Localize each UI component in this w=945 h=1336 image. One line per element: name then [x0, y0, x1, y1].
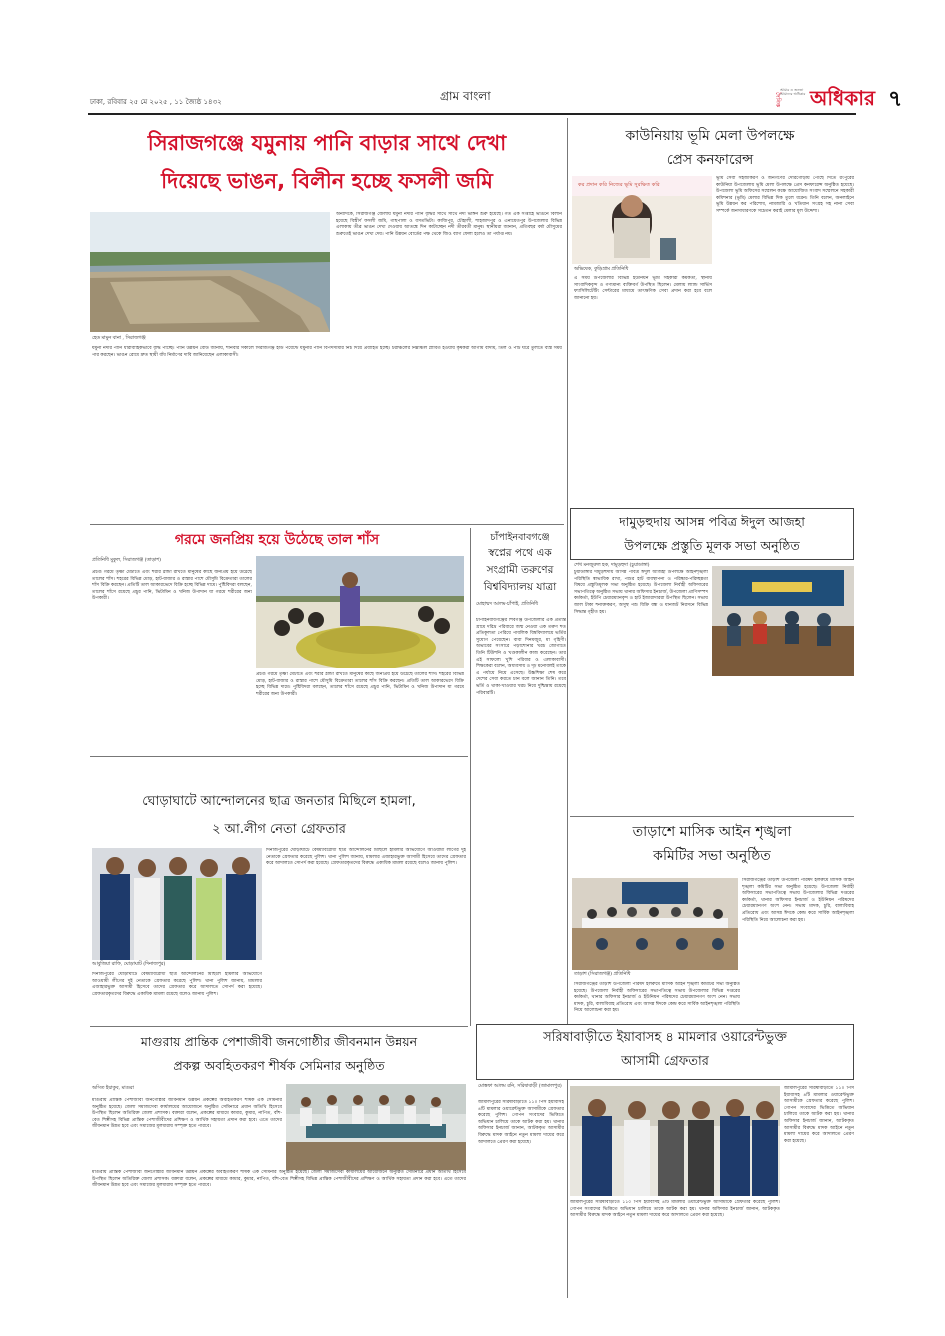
rule-tarash-top: [570, 816, 854, 817]
body-taal-2: প্রচণ্ড গরমে তৃষ্ণা মেটাতে এবং শরীর ঠান্ডা রাখতে মানুষের কাছে জনপ্রিয় হয়ে উঠেছে তালের শাঁস। শহরের বিভিন্ন মোড়, হাট-বাজার ও রাস্তার পাশে মৌসুমি বিক্রেতারা তালের শাঁস বিক্রি করছেন। প্রতিটি তাল আকারভেদে বিক্রি হচ্ছে বিভিন্ন দামে। পুষ্টিবিদরা বলছেন, তালের শাঁসে রয়েছে প্রচুর পানি, ভিটামিন ও খনিজ উপাদান যা গরমে শরীরের জন্য উপকারী।: [256, 672, 464, 697]
photo-sarishabari-arrest: [570, 1086, 780, 1196]
headline-magura-2: প্রকল্প অবহিতকরণ শীর্ষক সেমিনার অনুষ্ঠিত: [173, 1058, 385, 1073]
photo-damurhuda-meeting: [712, 566, 854, 676]
rule-ghoraghat-top: [90, 756, 468, 757]
body-kaunia-b: এ সময় উপজেলার বিভিন্ন ইউনিয়ন ভূমি সহকারী কর্মকর্তা, স্থানীয় সাংবাদিকবৃন্দ ও গণ্যমান্য ব্যক্তিবর্গ উপস্থিত ছিলেন। মেলায় ল্যান্ড সার্ভিস ফ্যাসিলিটেটিং সেন্টারের মাধ্যমে তাৎক্ষণিক সেবা প্রদান করা হবে বলে জানানো হয়।: [574, 276, 712, 301]
logo-small: দৈনিক: [774, 92, 781, 108]
caption-ghoraghat: আবুজিয়া রাফি, ঘোড়াঘাট (দিনাজপুর): [92, 962, 166, 967]
page-number: ৭: [888, 87, 903, 112]
masthead-rule: [88, 113, 856, 115]
body-sirajganj-a: অন্যদিকে, সিরাজগঞ্জ জেলায় যমুনা নদীর পানি বৃদ্ধির সাথে সাথে নদী ভাঙ্গন শুরু হয়েছে। গত এক সপ্তাহে ভাঙনে বিলীন হয়েছে বিস্তীর্ণ ফসলী জমি, গাছপালা ও বসতভিটা। কাজিপুর, চৌহালী, শাহজাদপুর ও এনায়েতপুর উপজেলার বিভিন্ন এলাকায় তীব্র ভাঙন দেখা দেওয়ায় আতঙ্কে দিন কাটাচ্ছেন নদী তীরবর্তী মানুষ। স্থানীয়রা জানান, প্রতিবছর বর্ষা মৌসুমের শুরুতেই ভাঙন দেখা দেয়। পানি উন্নয়ন বোর্ডের পক্ষ থেকে জিও ব্যাগ ফেলা হলেও তা পর্যাপ্ত নয়।: [336, 212, 562, 237]
headline-damurhuda-2: উপলক্ষে প্রস্তুতি মূলক সভা অনুষ্ঠিত: [624, 538, 800, 553]
photo-palm-fruits: [256, 556, 464, 668]
body-sarishabari-3: জামালপুরের সরিষাবাড়ীতে ১১০ পিস ইয়াবাসহ ৪টি মামলার ওয়ারেন্টভুক্ত আসামীকে গ্রেফতার করেছে পুলিশ। গোপন সংবাদের ভিত্তিতে অভিযান চালিয়ে তাকে আটক করা হয়। থানার অফিসার ইনচার্জ জানান, আটককৃত আসামীর বিরুদ্ধে মাদক আইনে নতুন মামলা দায়ের করে আদালতে প্রেরণ করা হয়েছে।: [784, 1086, 854, 1144]
body-sarishabari: জামালপুরের সরিষাবাড়ীতে ১১০ পিস ইয়াবাসহ ৪টি মামলার ওয়ারেন্টভুক্ত আসামীকে গ্রেফতার করেছে পুলিশ। গোপন সংবাদের ভিত্তিতে অভিযান চালিয়ে তাকে আটক করা হয়। থানার অফিসার ইনচার্জ জানান, আটককৃত আসামীর বিরুদ্ধে মাদক আইনে নতুন মামলা দায়ের করে আদালতে প্রেরণ করা হয়েছে।: [478, 1100, 564, 1145]
body-sarishabari-2: জামালপুরের সরিষাবাড়ীতে ১১০ পিস ইয়াবাসহ ৪টি মামলার ওয়ারেন্টভুক্ত আসামীকে গ্রেফতার করেছে পুলিশ। গোপন সংবাদের ভিত্তিতে অভিযান চালিয়ে তাকে আটক করা হয়। থানার অফিসার ইনচার্জ জানান, আটককৃত আসামীর বিরুদ্ধে মাদক আইনে নতুন মামলা দায়ের করে আদালতে প্রেরণ করা হয়েছে।: [570, 1200, 780, 1219]
logo-main: অধিকার: [810, 86, 876, 110]
caption-damurhuda: শেখ মনজুরুল হক, দামুড়হুদা (চুয়াডাঙ্গা): [574, 563, 650, 568]
headline-sarishabari-1: সরিষাবাড়ীতে ইয়াবাসহ ৪ মামলার ওয়ারেন্টভুক্ত: [543, 1030, 787, 1045]
body-tarash: সিরাজগঞ্জের তাড়াশ উপজেলা পরিষদ হলরুমে মাসিক আইন শৃঙ্খলা কমিটির সভা অনুষ্ঠিত হয়েছে। উপজেলা নির্বাহী অফিসারের সভাপতিত্বে সভায় উপজেলার বিভিন্ন দপ্তরের কর্মকর্তা, থানার অফিসার ইনচার্জ ও ইউনিয়ন পরিষদের চেয়ারম্যানগণ অংশ নেন। সভায় মাদক, চুরি, বাল্যবিবাহ প্রতিরোধ এবং আসন্ন ঈদকে কেন্দ্র করে সার্বিক আইনশৃঙ্খলা পরিস্থিতি নিয়ে আলোচনা করা হয়।: [742, 878, 854, 923]
photo-riverbank-erosion: [90, 212, 330, 332]
body-sirajganj-b: যমুনা নদীর পানি ধারাবাহিকভাবে বৃদ্ধি পাচ্ছে। পানি উন্নয়ন বোর্ড জানায়, শনিবার সকালে সিরাজগঞ্জ হার্ড পয়েন্টে যমুনার পানি বিপদসীমার নিচ দিয়ে প্রবাহিত হচ্ছে। চরাঞ্চলের নিম্নাঞ্চল প্লাবিত হওয়ায় কৃষকরা আগাম বাদাম, তিল ও পাট ঘরে তুলতে ব্যস্ত সময় পার করছেন। ভাঙন রোধে দ্রুত স্থায়ী বাঁধ নির্মাণের দাবি জানিয়েছেন এলাকাবাসী।: [92, 346, 562, 358]
headline-chapai-2: স্বপ্নের পথে এক: [488, 547, 552, 559]
headline-sirajganj-2: দিয়েছে ভাঙন, বিলীন হচ্ছে ফসলী জমি: [161, 169, 493, 193]
headline-tarash-2: কমিটির সভা অনুষ্ঠিত: [653, 848, 771, 864]
column-rule-chapai: [470, 528, 471, 1026]
column-rule-right: [567, 118, 568, 1298]
headline-magura-1: মাগুরায় প্রান্তিক পেশাজীবী জনগোষ্ঠীর জীবনমান উন্নয়ন: [140, 1034, 418, 1049]
headline-kaunia-1: কাউনিয়ায় ভূমি মেলা উপলক্ষে: [625, 128, 795, 144]
caption-sirajganj: হেড মামুন বানা , সিরাজগঞ্জ: [92, 336, 146, 341]
section-title: গ্রাম বাংলা: [440, 89, 491, 103]
body-chapai: চাঁপাইনবাবগঞ্জের শিবগঞ্জ উপজেলার এক প্রত্যন্ত গ্রামে দরিদ্র পরিবারে জন্ম নেওয়া এক তরুণ শত প্রতিকূলতা পেরিয়ে পাবলিক বিশ্ববিদ্যালয়ে ভর্তির সুযোগ পেয়েছেন। বাবা দিনমজুর, মা গৃহিণী। অভাবের সংসারে পড়াশোনার খরচ জোগাতে তিনি টিউশনি ও খণ্ডকালীন কাজ করেছেন। তার এই সাফল্যে খুশি পরিবার ও এলাকাবাসী। শিক্ষকেরা বলেন, অধ্যবসায় ও দৃঢ় মনোবলই তাকে এ পর্যায়ে নিয়ে এসেছে। উচ্চশিক্ষা শেষ করে দেশের সেবা করতে চান বলে জানান তিনি। তবে ভর্তি ও থাকা-খাওয়ার খরচ নিয়ে দুশ্চিন্তায় রয়েছে পরিবারটি।: [476, 618, 566, 696]
body-magura: মাগুরায় প্রান্তিক পেশাজীবী জনগোষ্ঠীর জীবনমান উন্নয়ন প্রকল্পের অবহিতকরণ শীর্ষক এক সেমিনার অনুষ্ঠিত হয়েছে। জেলা সমাজসেবা কার্যালয়ের আয়োজনে অনুষ্ঠিত সেমিনারে প্রধান অতিথি হিসেবে উপস্থিত ছিলেন অতিরিক্ত জেলা প্রশাসক। বক্তারা বলেন, প্রকল্পের মাধ্যমে কামার, কুমার, নাপিত, বাঁশ-বেত শিল্পীসহ বিভিন্ন প্রান্তিক পেশাজীবীদের প্রশিক্ষণ ও আর্থিক সহায়তা প্রদান করা হবে। এতে তাদের জীবনমান উন্নত হবে এবং সমাজের মূলধারায় সম্পৃক্ত হতে পারবে।: [92, 1098, 282, 1130]
caption-tarash: তাড়াশ (সিরাজগঞ্জ) প্রতিনিধি: [574, 972, 631, 977]
headline-sirajganj-1: সিরাজগঞ্জে যমুনায় পানি বাড়ার সাথে দেখা: [147, 131, 507, 155]
photo-ghoraghat-arrest: [92, 848, 262, 960]
body-ghoraghat: দিনাজপুরের ঘোড়াঘাটে বৈষম্যবিরোধী ছাত্র আন্দোলনের মিছিলে হামলার অভিযোগে আওয়ামী লীগের দুই নেতাকে গ্রেফতার করেছে পুলিশ। থানা পুলিশ জানায়, মামলার এজাহারভুক্ত আসামী হিসেবে তাদের গ্রেফতার করে আদালতে সোপর্দ করা হয়েছে। গ্রেফতারকৃতদের বিরুদ্ধে একাধিক মামলা রয়েছে বলেও জানায় পুলিশ।: [92, 972, 262, 997]
rule-magura-top: [90, 1026, 468, 1027]
caption-sarishabari: মোস্তফা আলম রনি, সরিষাবাড়ী (জামালপুর): [478, 1084, 562, 1089]
dateline: ঢাকা, রবিবার ২৫ মে ২০২৫ , ১১ জ্যৈষ্ঠ ১৪৩২: [90, 98, 222, 106]
body-magura-2: মাগুরায় প্রান্তিক পেশাজীবী জনগোষ্ঠীর জীবনমান উন্নয়ন প্রকল্পের অবহিতকরণ শীর্ষক এক সেমিনার অনুষ্ঠিত হয়েছে। জেলা সমাজসেবা কার্যালয়ের আয়োজনে অনুষ্ঠিত সেমিনারে প্রধান অতিথি হিসেবে উপস্থিত ছিলেন অতিরিক্ত জেলা প্রশাসক। বক্তারা বলেন, প্রকল্পের মাধ্যমে কামার, কুমার, নাপিত, বাঁশ-বেত শিল্পীসহ বিভিন্ন প্রান্তিক পেশাজীবীদের প্রশিক্ষণ ও আর্থিক সহায়তা প্রদান করা হবে। এতে তাদের জীবনমান উন্নত হবে এবং সমাজের মূলধারায় সম্পৃক্ত হতে পারবে।: [92, 1170, 466, 1189]
photo-tarash-meeting: [572, 878, 738, 970]
headline-kaunia-2: প্রেস কনফারেন্স: [666, 152, 754, 168]
caption-kaunia: অভিষেক, কুড়িগ্রাম প্রতিনিধি: [574, 267, 629, 272]
headline-chapai-1: চাঁপাইনবাবগঞ্জে: [490, 532, 550, 543]
byline-magura: অসিত ইয়াকুব, মাগুরা: [92, 1086, 134, 1091]
photo-magura-seminar: [286, 1084, 466, 1170]
headline-chapai-4: বিশ্ববিদ্যালয় যাত্রা: [483, 581, 557, 593]
headline-taal: গরমে জনপ্রিয় হয়ে উঠেছে তাল শাঁস: [174, 532, 380, 548]
byline-taal: প্রতিনিধি মুকুল, সিরাজগঞ্জ (তাড়াশ): [92, 558, 162, 563]
body-damurhuda: চুয়াডাঙ্গার দামুড়হুদায় আসন্ন পবিত্র ঈদুল আজহা উপলক্ষে আইনশৃঙ্খলা পরিস্থিতি স্বাভাবিক রাখা, পশুর হাট ব্যবস্থাপনা ও পরিষ্কার-পরিচ্ছন্নতা বিষয়ে প্রস্তুতিমূলক সভা অনুষ্ঠিত হয়েছে। উপজেলা নির্বাহী অফিসারের সভাপতিত্বে অনুষ্ঠিত সভায় থানার অফিসার ইনচার্জ, উপজেলা প্রাণিসম্পদ কর্মকর্তা, ইউপি চেয়ারম্যানবৃন্দ ও হাট ইজারাদাররা উপস্থিত ছিলেন। সভায় জাল টাকা শনাক্তকরণ, অসুস্থ পশু বিক্রি বন্ধ ও যানজট নিরসনে বিভিন্ন সিদ্ধান্ত গৃহীত হয়।: [574, 570, 708, 615]
masthead-logo: [770, 82, 878, 114]
body-ghoraghat-2: দিনাজপুরের ঘোড়াঘাটে বৈষম্যবিরোধী ছাত্র আন্দোলনের মিছিলে হামলার অভিযোগে আওয়ামী লীগের দুই নেতাকে গ্রেফতার করেছে পুলিশ। থানা পুলিশ জানায়, মামলার এজাহারভুক্ত আসামী হিসেবে তাদের গ্রেফতার করে আদালতে সোপর্দ করা হয়েছে। গ্রেফতারকৃতদের বিরুদ্ধে একাধিক মামলা রয়েছে বলেও জানায় পুলিশ।: [266, 848, 466, 867]
headline-tarash-1: তাড়াশে মাসিক আইন শৃঙ্খলা: [632, 824, 792, 840]
body-taal: প্রচণ্ড গরমে তৃষ্ণা মেটাতে এবং শরীর ঠান্ডা রাখতে মানুষের কাছে জনপ্রিয় হয়ে উঠেছে তালের শাঁস। শহরের বিভিন্ন মোড়, হাট-বাজার ও রাস্তার পাশে মৌসুমি বিক্রেতারা তালের শাঁস বিক্রি করছেন। প্রতিটি তাল আকারভেদে বিক্রি হচ্ছে বিভিন্ন দামে। পুষ্টিবিদরা বলছেন, তালের শাঁসে রয়েছে প্রচুর পানি, ভিটামিন ও খনিজ উপাদান যা গরমে শরীরের জন্য উপকারী।: [92, 570, 252, 602]
body-tarash-2: সিরাজগঞ্জের তাড়াশ উপজেলা পরিষদ হলরুমে মাসিক আইন শৃঙ্খলা কমিটির সভা অনুষ্ঠিত হয়েছে। উপজেলা নির্বাহী অফিসারের সভাপতিত্বে সভায় উপজেলার বিভিন্ন দপ্তরের কর্মকর্তা, থানার অফিসার ইনচার্জ ও ইউনিয়ন পরিষদের চেয়ারম্যানগণ অংশ নেন। সভায় মাদক, চুরি, বাল্যবিবাহ প্রতিরোধ এবং আসন্ন ঈদকে কেন্দ্র করে সার্বিক আইনশৃঙ্খলা পরিস্থিতি নিয়ে আলোচনা করা হয়।: [574, 982, 740, 1014]
headline-damurhuda-1: দামুড়হুদায় আসন্ন পবিত্র ঈদুল আজহা: [619, 514, 805, 529]
photo-kaunia-press: [572, 176, 712, 264]
headline-ghoraghat-1: ঘোড়াঘাটে আন্দোলনের ছাত্র জনতার মিছিলে হামলা,: [142, 794, 416, 809]
headline-ghoraghat-2: ২ আ.লীগ নেতা গ্রেফতার: [212, 822, 346, 837]
headline-chapai-3: সংগ্রামী তরুণের: [486, 564, 554, 576]
logo-tag: আমার ও জনতা আমাদের অধিকার: [780, 88, 806, 97]
banner-kaunia: কর প্রদান করি নিজের ভূমি সুরক্ষিত করি: [578, 182, 660, 188]
rule-sirajganj-bottom: [90, 524, 564, 525]
byline-chapai: মোহাম্মদ আলম-চাঁপাই, প্রতিনিধি: [476, 602, 538, 607]
headline-sarishabari-2: আসামী গ্রেফতার: [621, 1054, 709, 1069]
body-kaunia-a: ভূমি সেবা সহজীকরণ ও জনগণের দোরগোড়ায় পৌঁছে দিতে রংপুরের কাউনিয়া উপজেলায় ভূমি মেলা উপলক্ষে প্রেস কনফারেন্স অনুষ্ঠিত হয়েছে। উপজেলা ভূমি অফিসের সম্মেলন কক্ষে আয়োজিত সংবাদ সম্মেলনে সহকারী কমিশনার (ভূমি) মেলার বিভিন্ন দিক তুলে ধরেন। তিনি বলেন, অনলাইনে ভূমি উন্নয়ন কর পরিশোধ, নামজারি ও খতিয়ান সংগ্রহ সহ নানা সেবা সম্পর্কে জনসাধারণকে সচেতন করাই মেলার মূল উদ্দেশ্য।: [716, 176, 854, 214]
